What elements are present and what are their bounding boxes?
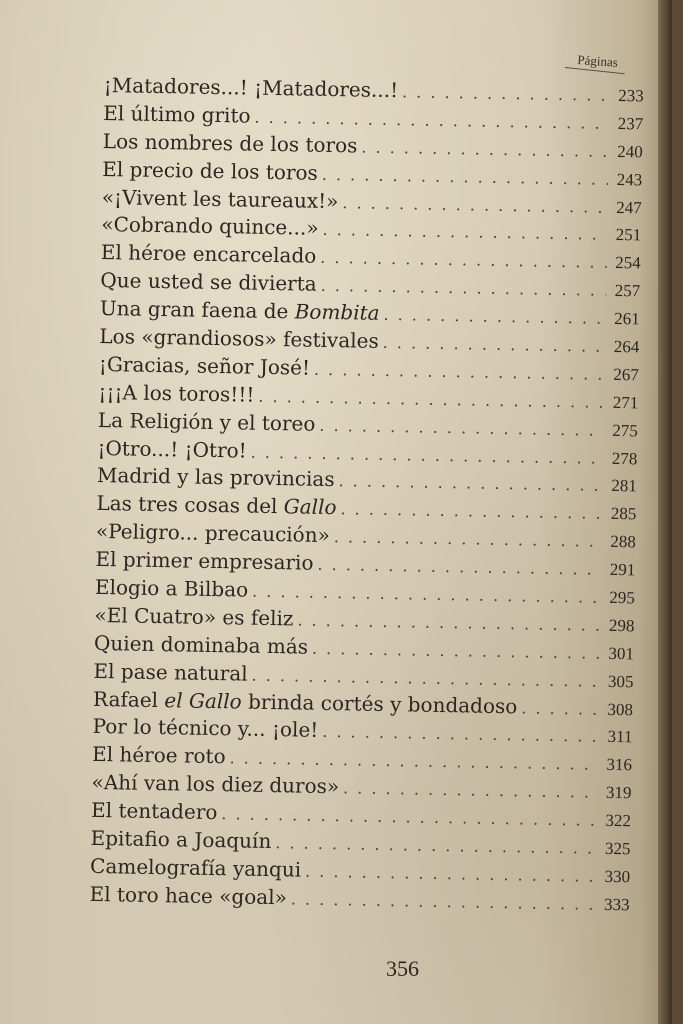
toc-entry-title: Por lo técnico y... ¡ole! — [92, 714, 319, 743]
toc-entry-page: 311 — [607, 727, 633, 747]
toc-entry-page: 301 — [608, 643, 635, 664]
toc-entry-title: Quien dominaba más — [93, 630, 309, 659]
toc-entry-page: 305 — [607, 671, 634, 692]
toc-entry-title: El toro hace «goal» — [89, 881, 288, 910]
toc-entry-page: 295 — [609, 587, 636, 608]
toc-entry-title: Los «grandiosos» festivales — [99, 323, 379, 353]
toc-entry-title: Camelografía yanqui — [89, 853, 302, 882]
toc-entry-page: 298 — [608, 615, 635, 636]
toc-entry-title: Los nombres de los toros — [102, 128, 358, 158]
toc-entry-title: «Cobrando quince...» — [101, 212, 319, 241]
toc-entry-page: 237 — [617, 113, 644, 134]
toc-entry-title: «Ahí van los diez duros» — [91, 770, 340, 799]
toc-entry-page: 243 — [616, 169, 643, 190]
toc-entry-title: Las tres cosas del Gallo — [96, 491, 337, 520]
toc-entry-title: El héroe roto — [91, 742, 226, 769]
dot-leader — [339, 774, 598, 806]
toc-entry-title: El pase natural — [93, 658, 248, 686]
toc-entry-page: 288 — [610, 532, 637, 552]
toc-entry-page: 267 — [613, 364, 639, 385]
toc-entry-page: 233 — [618, 85, 644, 106]
toc-entry-title: El precio de los toros — [102, 156, 319, 185]
toc-entry-page: 261 — [614, 309, 640, 329]
dot-leader — [378, 329, 605, 361]
toc-entry-title: Que usted se divierta — [100, 268, 317, 296]
dot-leader — [517, 694, 599, 723]
toc-entry-page: 257 — [614, 281, 641, 301]
toc-entry-title: «Peligro... precaución» — [95, 519, 331, 548]
toc-entry-page: 325 — [604, 838, 631, 859]
column-header: Páginas — [576, 52, 619, 70]
toc-entry-title: Rafael el Gallo brinda cortés y bondadoso — [92, 686, 518, 718]
toc-entry-title: La Religión y el toreo — [97, 407, 316, 436]
toc-entry-page: 254 — [615, 253, 641, 273]
toc-entry-page: 308 — [607, 699, 634, 719]
toc-entry-title: «¡Vivent les taureaux!» — [101, 184, 339, 213]
table-of-contents — [89, 72, 644, 918]
toc-entry-title: «El Cuatro» es feliz — [94, 602, 294, 631]
toc-entry-page: 240 — [617, 141, 643, 162]
toc-entry-page: 330 — [604, 866, 631, 887]
toc-entry-title: ¡Otro...! ¡Otro! — [97, 435, 247, 463]
toc-entry-title: El tentadero — [90, 798, 218, 825]
toc-entry-title: Epitafio a Joaquín — [90, 825, 272, 854]
toc-entry-title: ¡Gracias, señor José! — [98, 351, 311, 380]
toc-entry-page: 291 — [609, 560, 636, 580]
toc-entry-page: 264 — [613, 336, 640, 357]
toc-entry-title: Una gran faena de Bombita — [99, 296, 380, 325]
toc-entry-title: El último grito — [103, 100, 251, 128]
toc-entry-page: 278 — [611, 448, 638, 468]
toc-entry-page: 281 — [611, 476, 638, 496]
page-edge — [658, 0, 672, 1024]
toc-entry-page: 285 — [610, 504, 637, 524]
toc-entry-title: El primer empresario — [95, 547, 314, 575]
toc-entry-title: ¡¡¡A los toros!!! — [98, 379, 255, 407]
toc-entry-page: 322 — [605, 811, 632, 831]
toc-entry-title: El héroe encarcelado — [100, 240, 317, 269]
toc-entry-title: Madrid y las provincias — [96, 463, 335, 492]
dot-leader — [357, 133, 609, 165]
toc-entry-page: 271 — [612, 392, 639, 413]
toc-entry-page: 319 — [605, 783, 632, 803]
toc-entry-page: 275 — [612, 420, 638, 441]
toc-entry-title: ¡Matadores...! ¡Matadores...! — [103, 72, 399, 103]
toc-entry-page: 333 — [603, 894, 630, 915]
dot-leader — [287, 885, 596, 918]
dot-leader — [398, 78, 610, 110]
page-number: 356 — [386, 956, 419, 981]
toc-entry-title: Elogio a Bilbao — [94, 574, 249, 602]
toc-entry-page: 251 — [615, 225, 642, 245]
dot-leader — [379, 301, 606, 333]
toc-entry-page: 247 — [616, 197, 642, 217]
toc-entry-page: 316 — [606, 755, 633, 775]
